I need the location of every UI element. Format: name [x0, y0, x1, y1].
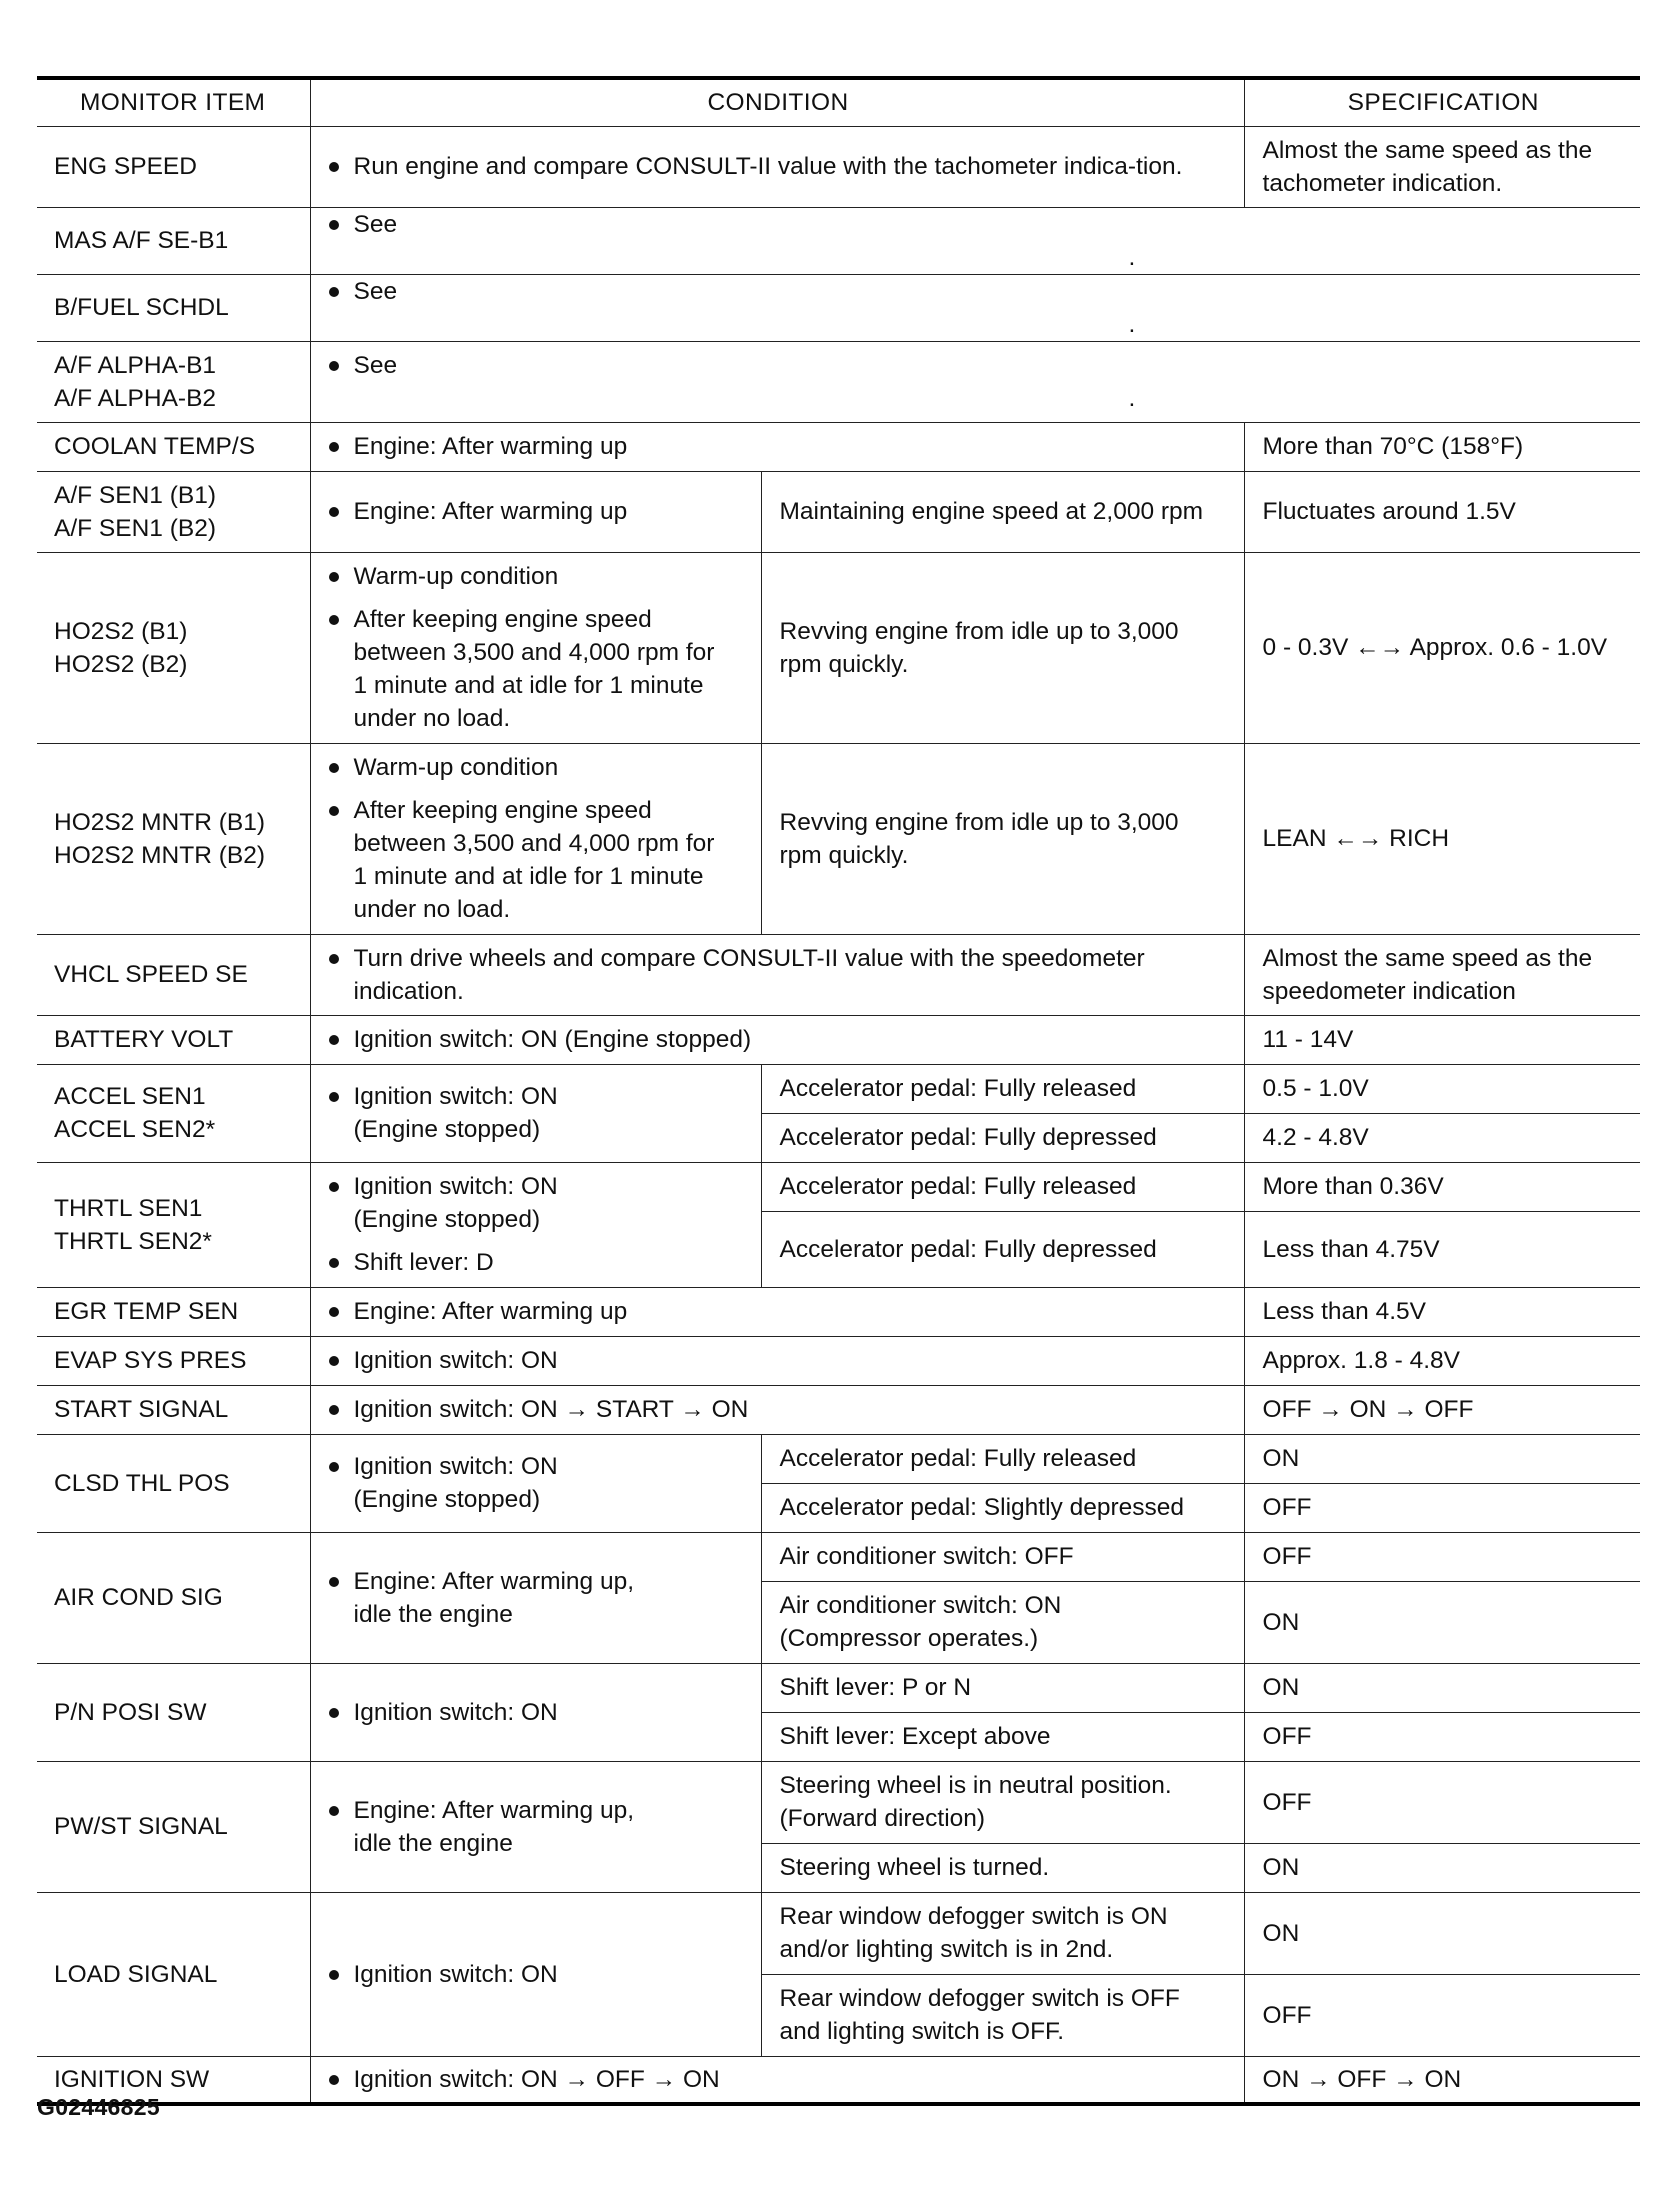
spec-cell: Almost the same speed as the tachometer indication. — [1244, 126, 1640, 207]
sub-condition-cell: Rear window defogger switch is OFF and lighting switch is OFF. — [761, 1974, 1244, 2056]
table-row — [37, 1663, 1640, 1712]
monitor-item: P/N POSI SW — [37, 1663, 310, 1761]
monitor-item: COOLAN TEMP/S — [37, 422, 310, 471]
sub-condition-cell: Steering wheel is turned. — [761, 1843, 1244, 1892]
condition-cell: See . — [310, 207, 1640, 274]
condition-cell: Ignition switch: ON (Engine stopped) — [310, 1015, 1244, 1064]
table-row — [37, 1336, 1640, 1385]
monitor-item: ENG SPEED — [37, 126, 310, 207]
sub-condition-cell: Accelerator pedal: Fully depressed — [761, 1211, 1244, 1287]
table-row — [37, 1532, 1640, 1581]
spec-cell: Approx. 1.8 - 4.8V — [1244, 1336, 1640, 1385]
condition-cell: Ignition switch: ON — [310, 1892, 761, 2056]
spec-cell: ON — [1244, 1581, 1640, 1663]
spec-cell: ON → OFF → ON — [1244, 2056, 1640, 2104]
condition-cell: Warm-up condition After keeping engine speed between 3,500 and 4,000 rpm for 1 minute and at idle for 1 minute under no load. — [310, 743, 761, 934]
condition-cell: Turn drive wheels and compare CONSULT-II value with the speedometer indication. — [310, 934, 1244, 1015]
spec-cell: Fluctuates around 1.5V — [1244, 471, 1640, 552]
monitor-item: IGNITION SW — [37, 2056, 310, 2104]
spec-cell: ON — [1244, 1892, 1640, 1974]
condition-cell: Ignition switch: ON — [310, 1663, 761, 1761]
monitor-item: PW/ST SIGNAL — [37, 1761, 310, 1892]
sub-condition-cell: Revving engine from idle up to 3,000 rpm quickly. — [761, 743, 1244, 934]
spec-cell: LEAN ←→ RICH — [1244, 743, 1640, 934]
monitor-item: BATTERY VOLT — [37, 1015, 310, 1064]
sub-condition-cell: Accelerator pedal: Fully released — [761, 1064, 1244, 1113]
monitor-item: THRTL SEN1 THRTL SEN2* — [37, 1162, 310, 1287]
condition-cell: Engine: After warming up — [310, 1287, 1244, 1336]
condition-cell: Ignition switch: ON → OFF → ON — [310, 2056, 1244, 2104]
table-row — [37, 1892, 1640, 1974]
sub-condition-cell: Accelerator pedal: Fully released — [761, 1162, 1244, 1211]
sub-condition-cell: Air conditioner switch: OFF — [761, 1532, 1244, 1581]
condition-cell: Ignition switch: ON (Engine stopped) — [310, 1434, 761, 1532]
spec-cell: Almost the same speed as the speedometer indication — [1244, 934, 1640, 1015]
spec-cell: ON — [1244, 1663, 1640, 1712]
sub-condition-cell: Rear window defogger switch is ON and/or lighting switch is in 2nd. — [761, 1892, 1244, 1974]
spec-cell: Less than 4.75V — [1244, 1211, 1640, 1287]
monitor-item: HO2S2 MNTR (B1) HO2S2 MNTR (B2) — [37, 743, 310, 934]
condition-cell: See . — [310, 274, 1640, 341]
table-row — [37, 1015, 1640, 1064]
monitor-item: CLSD THL POS — [37, 1434, 310, 1532]
monitor-item: START SIGNAL — [37, 1385, 310, 1434]
table-header-row — [37, 78, 1640, 126]
table-row — [37, 422, 1640, 471]
sub-condition-cell: Revving engine from idle up to 3,000 rpm quickly. — [761, 552, 1244, 743]
sub-condition-cell: Shift lever: Except above — [761, 1712, 1244, 1761]
spec-cell: 11 - 14V — [1244, 1015, 1640, 1064]
condition-cell: Engine: After warming up, idle the engine — [310, 1761, 761, 1892]
monitor-item: A/F SEN1 (B1) A/F SEN1 (B2) — [37, 471, 310, 552]
spec-cell: More than 70°C (158°F) — [1244, 422, 1640, 471]
spec-cell: OFF — [1244, 1483, 1640, 1532]
spec-cell: 4.2 - 4.8V — [1244, 1113, 1640, 1162]
monitor-item: EGR TEMP SEN — [37, 1287, 310, 1336]
table-row — [37, 471, 1640, 552]
condition-cell: Engine: After warming up — [310, 422, 1244, 471]
table-row — [37, 1385, 1640, 1434]
spec-cell: 0.5 - 1.0V — [1244, 1064, 1640, 1113]
spec-cell: OFF — [1244, 1532, 1640, 1581]
condition-cell: See . — [310, 341, 1640, 422]
sub-condition-cell: Steering wheel is in neutral position. (Forward direction) — [761, 1761, 1244, 1843]
header-specification: SPECIFICATION — [1244, 78, 1640, 126]
spec-cell: 0 - 0.3V ←→ Approx. 0.6 - 1.0V — [1244, 552, 1640, 743]
condition-cell: Engine: After warming up — [310, 471, 761, 552]
header-condition: CONDITION — [310, 78, 1244, 126]
monitor-item: LOAD SIGNAL — [37, 1892, 310, 2056]
sub-condition-cell: Accelerator pedal: Fully depressed — [761, 1113, 1244, 1162]
monitor-item: ACCEL SEN1 ACCEL SEN2* — [37, 1064, 310, 1162]
condition-cell: Ignition switch: ON (Engine stopped) — [310, 1064, 761, 1162]
monitor-item: B/FUEL SCHDL — [37, 274, 310, 341]
sub-condition-cell: Accelerator pedal: Fully released — [761, 1434, 1244, 1483]
table-row — [37, 934, 1640, 1015]
table-row — [37, 207, 1640, 274]
spec-cell: OFF — [1244, 1974, 1640, 2056]
condition-cell: Run engine and compare CONSULT-II value with the tachometer indica-tion. — [310, 126, 1244, 207]
spec-cell: OFF — [1244, 1712, 1640, 1761]
sub-condition-cell: Accelerator pedal: Slightly depressed — [761, 1483, 1244, 1532]
table-row — [37, 1287, 1640, 1336]
header-monitor-item: MONITOR ITEM — [37, 78, 310, 126]
condition-cell: Ignition switch: ON — [310, 1336, 1244, 1385]
figure-id: G02446825 — [37, 2094, 160, 2120]
sub-condition-cell: Maintaining engine speed at 2,000 rpm — [761, 471, 1244, 552]
sub-condition-cell: Air conditioner switch: ON (Compressor operates.) — [761, 1581, 1244, 1663]
table-row — [37, 1761, 1640, 1843]
monitor-spec-table — [37, 76, 1640, 2106]
monitor-item: VHCL SPEED SE — [37, 934, 310, 1015]
table-row — [37, 126, 1640, 207]
table-row — [37, 1064, 1640, 1113]
condition-cell: Warm-up condition After keeping engine speed between 3,500 and 4,000 rpm for 1 minute and at idle for 1 minute under no load. — [310, 552, 761, 743]
monitor-item: MAS A/F SE-B1 — [37, 207, 310, 274]
table-row — [37, 552, 1640, 743]
spec-cell: ON — [1244, 1434, 1640, 1483]
table-row — [37, 274, 1640, 341]
monitor-item: AIR COND SIG — [37, 1532, 310, 1663]
table-row — [37, 743, 1640, 934]
monitor-item: A/F ALPHA-B1 A/F ALPHA-B2 — [37, 341, 310, 422]
monitor-item: HO2S2 (B1) HO2S2 (B2) — [37, 552, 310, 743]
table-row — [37, 2056, 1640, 2104]
monitor-item: EVAP SYS PRES — [37, 1336, 310, 1385]
condition-cell: Engine: After warming up, idle the engine — [310, 1532, 761, 1663]
condition-cell: Ignition switch: ON (Engine stopped) Shift lever: D — [310, 1162, 761, 1287]
table-row — [37, 1162, 1640, 1211]
spec-cell: More than 0.36V — [1244, 1162, 1640, 1211]
spec-cell: ON — [1244, 1843, 1640, 1892]
spec-cell: OFF — [1244, 1761, 1640, 1843]
table-row — [37, 1434, 1640, 1483]
sub-condition-cell: Shift lever: P or N — [761, 1663, 1244, 1712]
spec-cell: Less than 4.5V — [1244, 1287, 1640, 1336]
table-row — [37, 341, 1640, 422]
condition-cell: Ignition switch: ON → START → ON — [310, 1385, 1244, 1434]
spec-cell: OFF → ON → OFF — [1244, 1385, 1640, 1434]
